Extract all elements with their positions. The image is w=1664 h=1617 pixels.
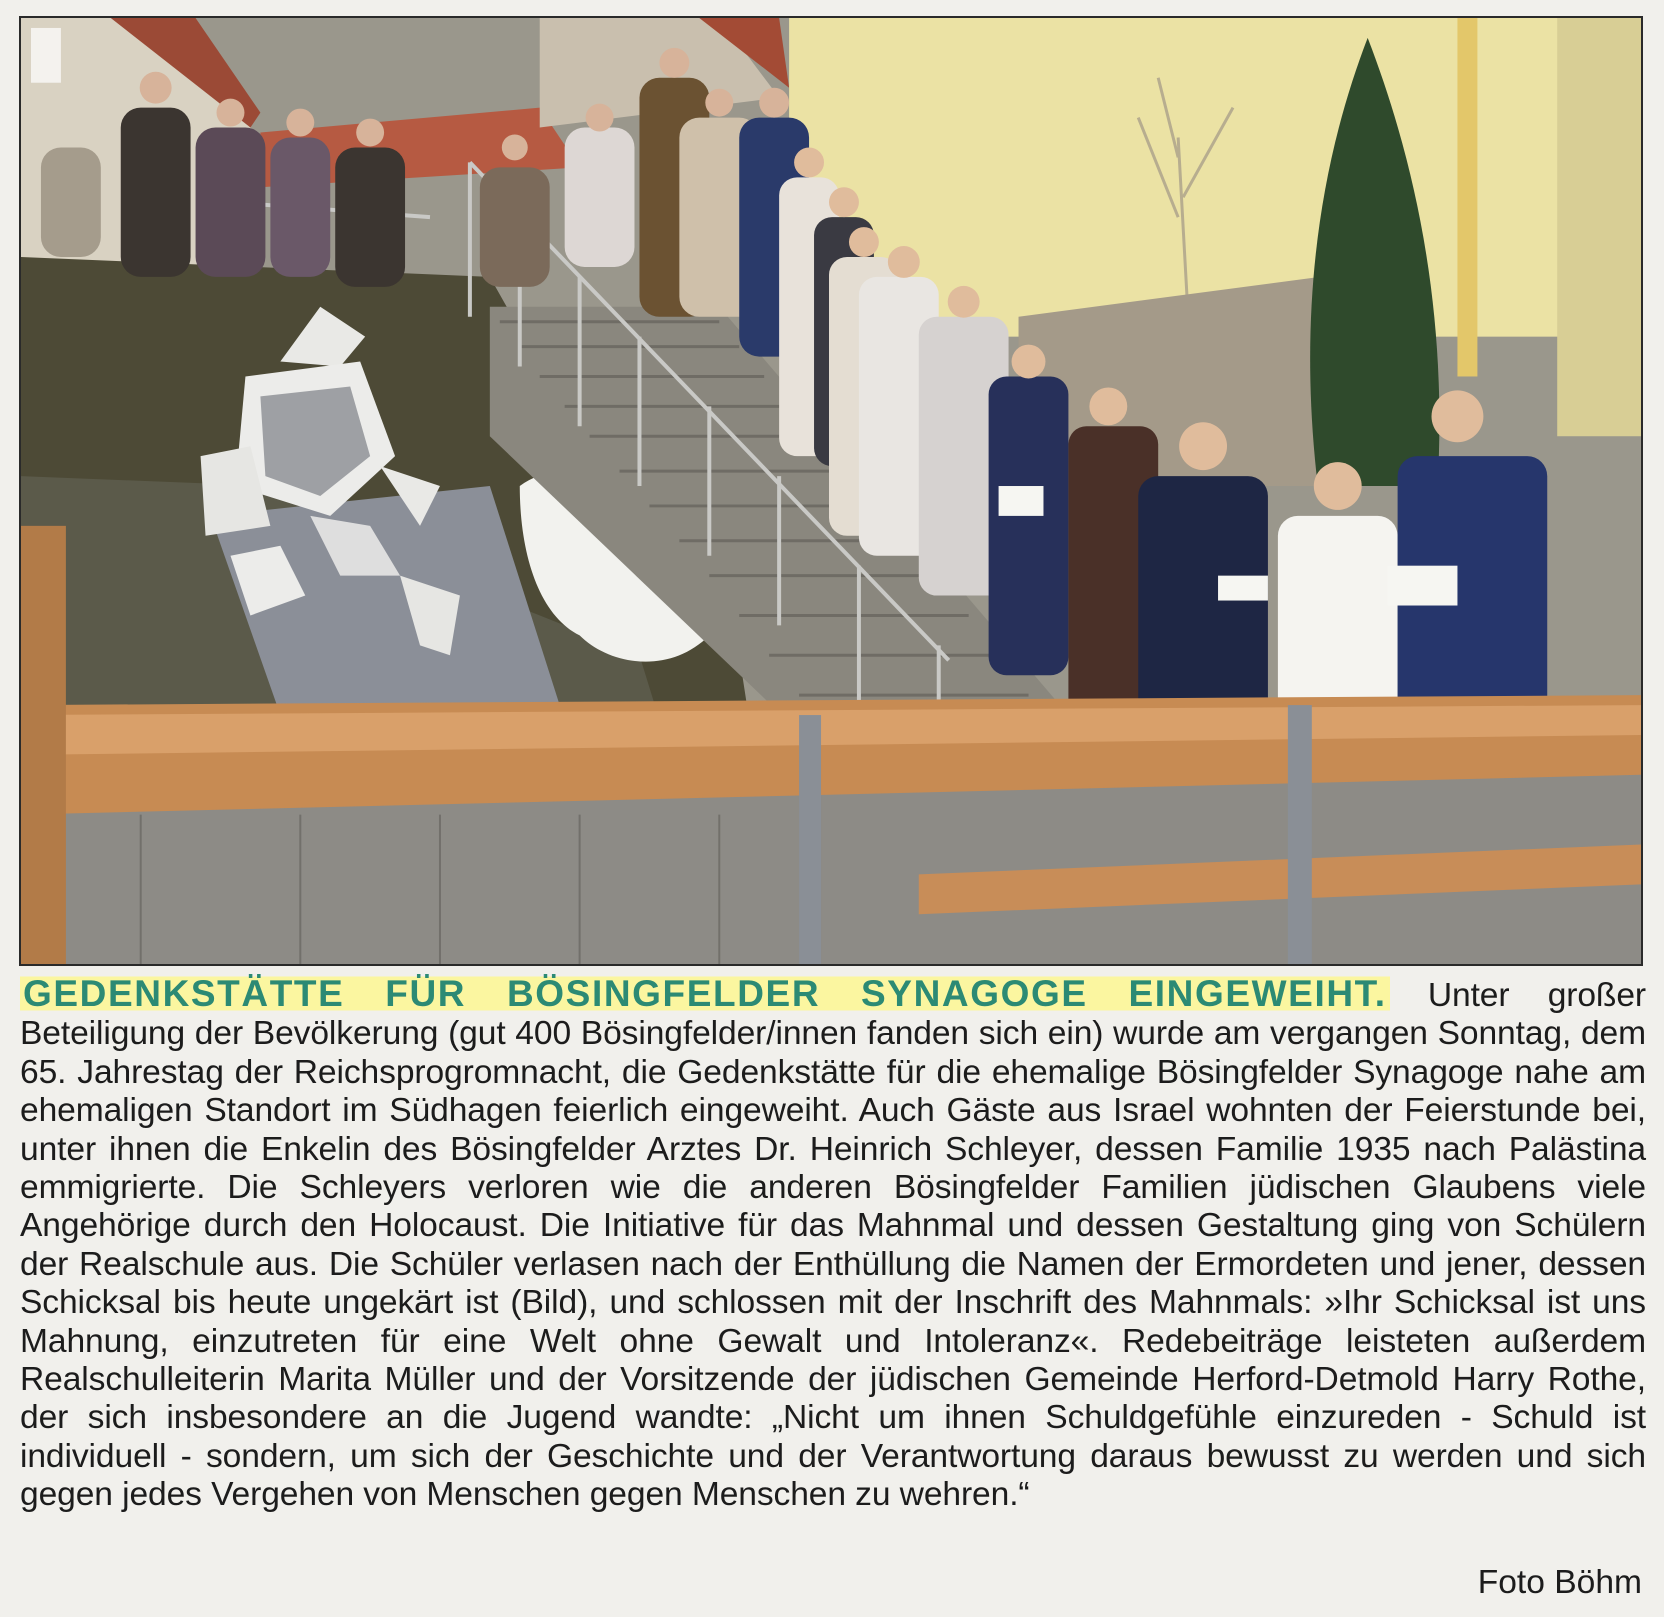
article-caption (20, 975, 1646, 1610)
memorial-inauguration-photo (21, 18, 1641, 964)
photo-credit: Foto Böhm (1477, 1564, 1642, 1601)
article-headline: GEDENKSTÄTTE FÜR BÖSINGFELDER SYNAGOGE EINGEWEIHT. (20, 973, 1390, 1014)
article-body: Unter großer Beteiligung der Bevölkerung (gut 400 Bösingfelder/innen fanden sich ein) wurde am vergangen Sonntag, dem 65. Jahrestag der Reichsprogromnacht, die Gedenkstätte für die ehemalige Bösingfelder Synagoge nahe am ehemaligen Standort im Südhagen feierlich eingeweiht. Auch Gäste aus Israel wohnten der Feierstunde bei, unter ihnen die Enkelin des Bösingfelder Arztes Dr. Heinrich Schleyer, dessen Familie 1935 nach Palästina emmigrierte. Die Schleyers verloren wie die anderen Bösingfelder Familien jüdischen Glaubens viele Angehörige durch den Holocaust. Die Initiative für das Mahnmal und dessen Gestaltung ging von Schülern der Realschule aus. Die Schüler verlasen nach der Enthüllung die Namen der Ermordeten und jener, dessen Schicksal bis heute ungekärt ist (Bild), und schlossen mit der Inschrift des Mahnmals: »Ihr Schicksal ist uns Mahnung, einzutreten für eine Welt ohne Gewalt und Intoleranz«. Redebeiträge leisteten außerdem Realschulleiterin Marita Müller und der Vorsitzende der jüdischen Gemeinde Herford-Detmold Harry Rothe, der sich insbesondere an die Jugend wandte: „Nicht um ihnen Schuldgefühle einzureden - Schuld ist individuell - sondern, um sich der Geschichte und der Verantwortung daraus bewusst zu werden und sich gegen jedes Vergehen von Menschen gegen Menschen zu wehren.“ (20, 977, 1646, 1514)
article-photo (19, 16, 1643, 966)
